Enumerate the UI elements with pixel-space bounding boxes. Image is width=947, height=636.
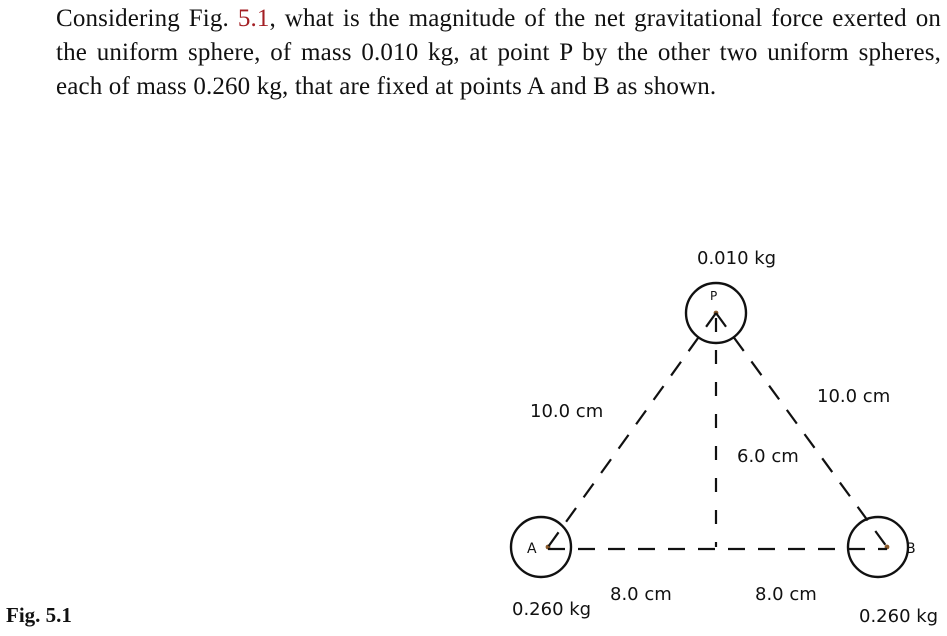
- sphere-a: [511, 517, 571, 577]
- half-base-left-label: 8.0 cm: [610, 584, 672, 605]
- mass-a-label: 0.260 kg: [512, 599, 592, 620]
- point-a-label: A: [527, 541, 537, 557]
- mass-p-label: 0.010 kg: [697, 248, 777, 269]
- line-pb: [716, 313, 887, 547]
- question-part1: Considering Fig.: [56, 5, 229, 32]
- distance-pb-label: 10.0 cm: [817, 386, 891, 407]
- figure-caption: Fig. 5.1: [6, 603, 72, 627]
- mass-b-label: 0.260 kg: [859, 606, 939, 627]
- question-part2: , what is the magnitude of the net gravitational force exerted on the uniform sphere, of mass 0.010 kg, at point P by the other two uniform spheres, each of mass 0.260 kg, that are fixed at points A and B as shown.: [56, 5, 942, 100]
- point-b-label: B: [906, 541, 916, 557]
- figure-reference: 5.1: [237, 5, 270, 32]
- point-p-label: P: [710, 289, 718, 303]
- distance-pa-label: 10.0 cm: [530, 401, 604, 422]
- sphere-b: [848, 517, 908, 577]
- height-label: 6.0 cm: [737, 446, 799, 467]
- line-pa: [548, 313, 716, 547]
- half-base-right-label: 8.0 cm: [755, 584, 817, 605]
